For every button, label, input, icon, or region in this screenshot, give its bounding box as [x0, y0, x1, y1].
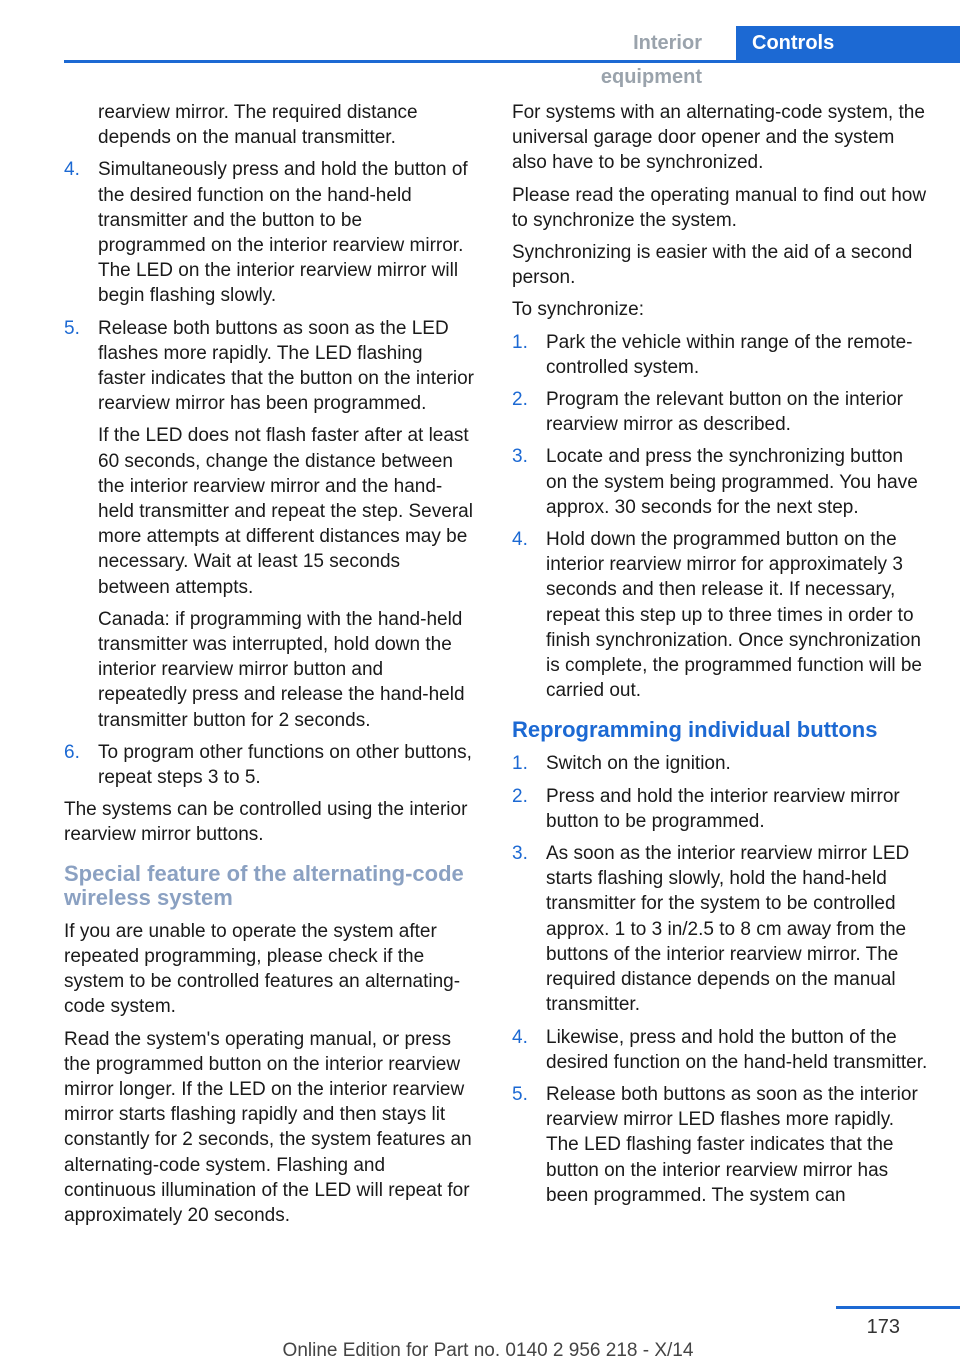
list-item: [64, 316, 474, 417]
step-note-canada: Canada: if programming with the hand-held transmitter was interrupted, hold down the interior rearview mirror button and repeatedly press and release the hand-held transmitter button for 2 seconds.: [98, 608, 465, 731]
list-number: 5.: [512, 1083, 528, 1105]
list-item: [512, 841, 928, 1017]
list-text: As soon as the interior rearview mirror LED starts flashing slowly, hold the hand-held transmitter for the system to be controlled approx. 1 to 3 in/2.5 to 8 cm away from the buttons of the interior rearview mirror. The required distance depends on the manual transmitter.: [546, 843, 910, 1016]
list-text: Likewise, press and hold the button of the desired function on the hand-held transmitter.: [546, 1026, 928, 1073]
list-item: [512, 784, 928, 834]
list-item: [512, 751, 928, 776]
list-item: [512, 527, 928, 703]
list-item: [512, 330, 928, 380]
section-heading: Special feature of the alternating-code wireless system: [64, 860, 464, 911]
list-number: 2.: [512, 389, 528, 411]
left-column: [64, 100, 474, 1235]
right-column: [512, 100, 928, 1215]
paragraph: If you are unable to operate the system after repeated programming, please check if the system to be controlled features an alternating-code system.: [64, 920, 461, 1018]
list-text: Simultaneously press and hold the button of the desired function on the hand-held transmitter and the button to be programmed on the interior rearview mirror. The LED on the interior rearview mirror will begin flashing slowly.: [98, 159, 468, 307]
page-number: 173: [866, 1316, 900, 1338]
paragraph: Read the system's operating manual, or press the programmed button on the interior rearview mirror longer. If the LED on the interior rearview mirror starts flashing rapidly and then stays lit constantly for 2 seconds, the system features an alternating-code system. Flashing and continuous illumination of the LED will repeat for approximately 20 seconds.: [64, 1028, 472, 1226]
step-continuation: rearview mirror. The required distance depends on the manual transmitter.: [98, 102, 418, 149]
list-text: Release both buttons as soon as the interior rearview mirror LED flashes more rapidly. The LED flashing faster indicates that the button on the interior rearview mirror has been programmed. The system can: [546, 1083, 918, 1206]
section-heading: Reprogramming individual buttons: [512, 717, 878, 743]
list-number: 4.: [512, 1026, 528, 1048]
list-text: Switch on the ignition.: [546, 753, 731, 775]
list-number: 3.: [512, 446, 528, 468]
list-text: Locate and press the synchronizing button on the system being programmed. You have approx. 30 seconds for the next step.: [546, 446, 918, 518]
paragraph: To synchronize:: [512, 299, 645, 321]
list-number: 4.: [64, 159, 80, 181]
list-text: To program other functions on other buttons, repeat steps 3 to 5.: [98, 741, 472, 789]
list-number: 6.: [64, 741, 80, 763]
list-text: Park the vehicle within range of the remote-controlled system.: [546, 331, 913, 378]
list-item: [512, 387, 928, 437]
list-text: Hold down the programmed button on the interior rearview mirror for approximately 3 seconds and then release it. If necessary, repeat this step up to three times in order to finish synchronization. Once synchronization is complete, the programmed function will be carried out.: [546, 529, 922, 702]
paragraph: Please read the operating manual to find out how to synchronize the system.: [512, 184, 927, 231]
list-item: [512, 1025, 928, 1075]
list-item: [64, 157, 474, 308]
footer-rule: [836, 1306, 960, 1309]
list-number: 5.: [64, 317, 80, 339]
step-note: If the LED does not flash faster after at least 60 seconds, change the distance between the interior rearview mirror and the hand-held transmitter and repeat the step. Several more attempts at different distances may be necessary. Wait at least 15 seconds between attempts.: [98, 425, 473, 598]
list-text: Program the relevant button on the interior rearview mirror as described.: [546, 389, 903, 436]
header-rule: [64, 60, 960, 63]
header-section-title: Interior equipment: [600, 32, 702, 88]
list-text: Press and hold the interior rearview mirror button to be programmed.: [546, 785, 900, 832]
list-number: 1.: [512, 753, 528, 775]
paragraph: The systems can be controlled using the interior rearview mirror buttons.: [64, 799, 468, 846]
header-chapter-tab: Controls: [736, 26, 960, 63]
list-number: 3.: [512, 843, 528, 865]
list-number: 4.: [512, 529, 528, 551]
page-header: [0, 0, 960, 88]
edition-footer: Online Edition for Part no. 0140 2 956 218 - X/14: [282, 1340, 694, 1361]
list-text: Release both buttons as soon as the LED flashes more rapidly. The LED flashing faster indicates that the button on the interior rearview mirror has been programmed.: [98, 317, 475, 415]
list-number: 1.: [512, 331, 528, 353]
paragraph: Synchronizing is easier with the aid of a second person.: [512, 242, 913, 289]
list-item: [64, 740, 474, 790]
paragraph: For systems with an alternating-code system, the universal garage door opener and the system also have to be synchronized.: [512, 102, 925, 174]
list-item: [512, 444, 928, 520]
list-item: [512, 1082, 928, 1208]
list-number: 2.: [512, 785, 528, 807]
